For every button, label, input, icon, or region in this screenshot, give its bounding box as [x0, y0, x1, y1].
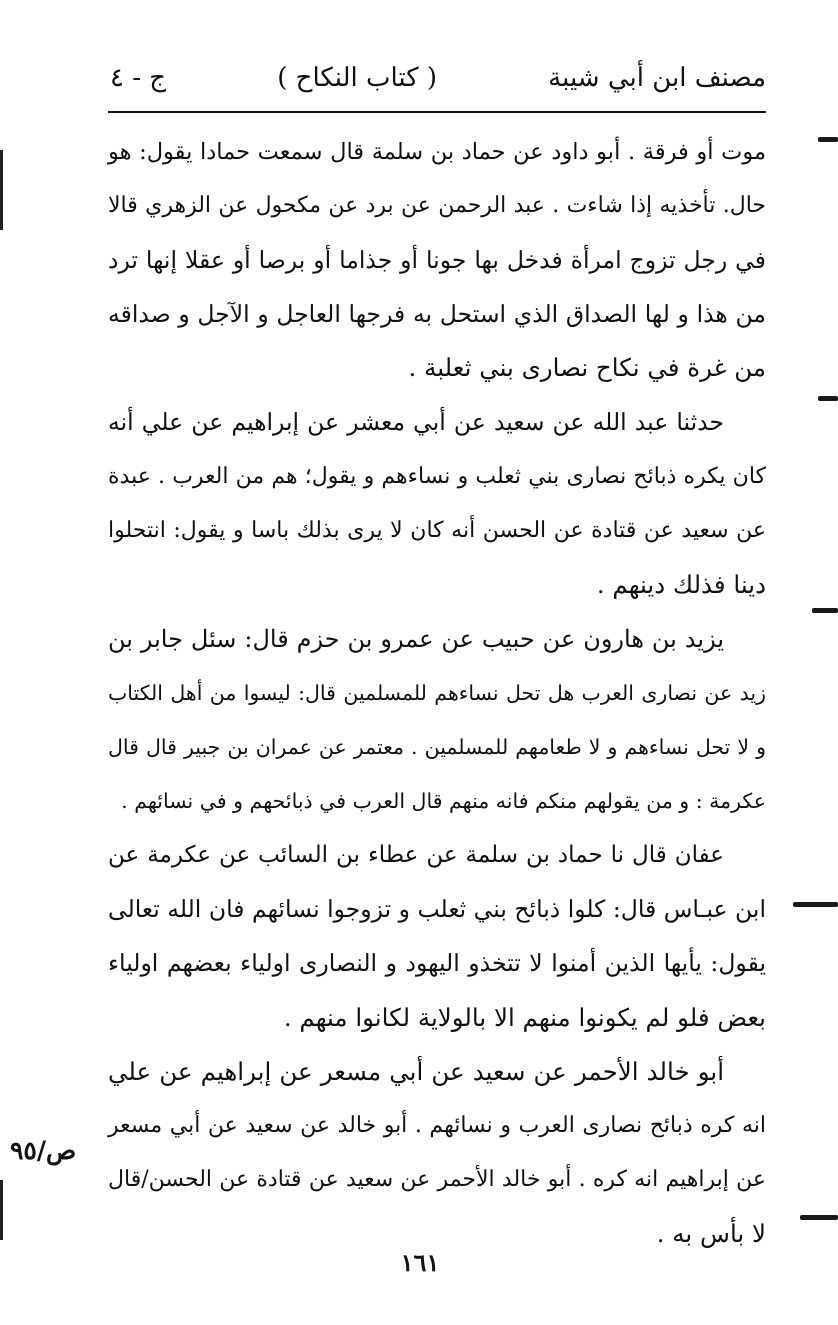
text-line: كان يكره ذبائح نصارى بني ثعلب و نساءهم و يقول؛ هم من العرب . عبدة [108, 463, 766, 489]
text-line: أبو خالد الأحمر عن سعيد عن أبي مسعر عن إبراهيم عن علي [108, 1056, 724, 1086]
margin-page-reference: ص/٩٥ [10, 1136, 77, 1165]
scan-left-edge [0, 150, 3, 230]
text-line: موت أو فرقة . أبو داود عن حماد بن سلمة قال سمعت حمادا يقول: هو [108, 139, 766, 165]
text-line: حدثنا عبد الله عن سعيد عن أبي معشر عن إبراهيم عن علي أنه [108, 408, 724, 437]
text-line: يقول: يأيها الذين أمنوا لا تتخذو اليهود و النصارى اولياء بعضهم اولياء [108, 949, 766, 978]
text-line: لا بأس به . [656, 1218, 766, 1248]
text-line: حال. تأخذيه إذا شاءت . عبد الرحمن عن برد عن مكحول عن الزهري قالا [108, 193, 767, 219]
binding-mark [793, 902, 838, 907]
header-volume: ج - ٤ [110, 63, 167, 93]
text-line: من غرة في نكاح نصارى بني ثعلبة . [408, 353, 766, 383]
header-chapter-title: ( كتاب النكاح ) [277, 63, 438, 93]
scan-left-edge [0, 1180, 3, 1240]
text-line: يزيد بن هارون عن حبيب عن عمرو بن حزم قال: سئل جابر بن [108, 624, 724, 653]
binding-mark [818, 137, 838, 142]
text-line: ابن عبـاس قال: كلوا ذبائح بني ثعلب و تزوجوا نسائهم فان الله تعالى [108, 895, 766, 924]
text-line: زيد عن نصارى العرب هل تحل نساءهم للمسلمين قال: ليسوا من أهل الكتاب [108, 680, 766, 705]
text-line: في رجل تزوج امرأة فدخل بها جونا أو جذاما أو برصا أو عقلا إنها ترد [108, 246, 766, 275]
binding-mark [800, 1215, 838, 1220]
paragraph [108, 395, 766, 611]
running-header [110, 55, 766, 101]
page-number: ١٦١ [400, 1248, 440, 1277]
text-line: عفان قال نا حماد بن سلمة عن عطاء بن السائب عن عكرمة عن [108, 842, 724, 869]
text-body [108, 125, 766, 1261]
text-line: عكرمة : و من يقولهم منكم فانه منهم قال العرب في ذبائحهم و في نسائهم . [121, 789, 766, 814]
binding-mark [818, 396, 838, 401]
text-line: عن إبراهيم انه كره . أبو خالد الأحمر عن سعيد عن قتادة عن الحسن/قال [108, 1166, 766, 1192]
text-line: انه كره ذبائح نصارى العرب و نسائهم . أبو خالد عن سعيد عن أبي مسعر [108, 1112, 766, 1138]
text-line: عن سعيد عن قتادة عن الحسن أنه كان لا يرى بذلك باسا و يقول: انتحلوا [108, 517, 766, 543]
paragraph [108, 125, 766, 395]
text-line: دينا فذلك دينهم . [596, 569, 766, 599]
binding-mark [812, 608, 838, 613]
paragraph [108, 1045, 766, 1261]
paragraph [108, 612, 766, 828]
text-line: من هذا و لها الصداق الذي استحل به فرجها العاجل و الآجل و صداقه [108, 300, 766, 329]
text-line: و لا تحل نساءهم و لا طعامهم للمسلمين . معتمر عن عمران بن جبير قال قال [108, 735, 766, 760]
paragraph [108, 828, 766, 1044]
header-book-title: مصنف ابن أبي شيبة [548, 63, 766, 93]
header-rule [108, 111, 766, 113]
text-line: بعض فلو لم يكونوا منهم الا بالولاية لكانوا منهم . [283, 1002, 766, 1032]
